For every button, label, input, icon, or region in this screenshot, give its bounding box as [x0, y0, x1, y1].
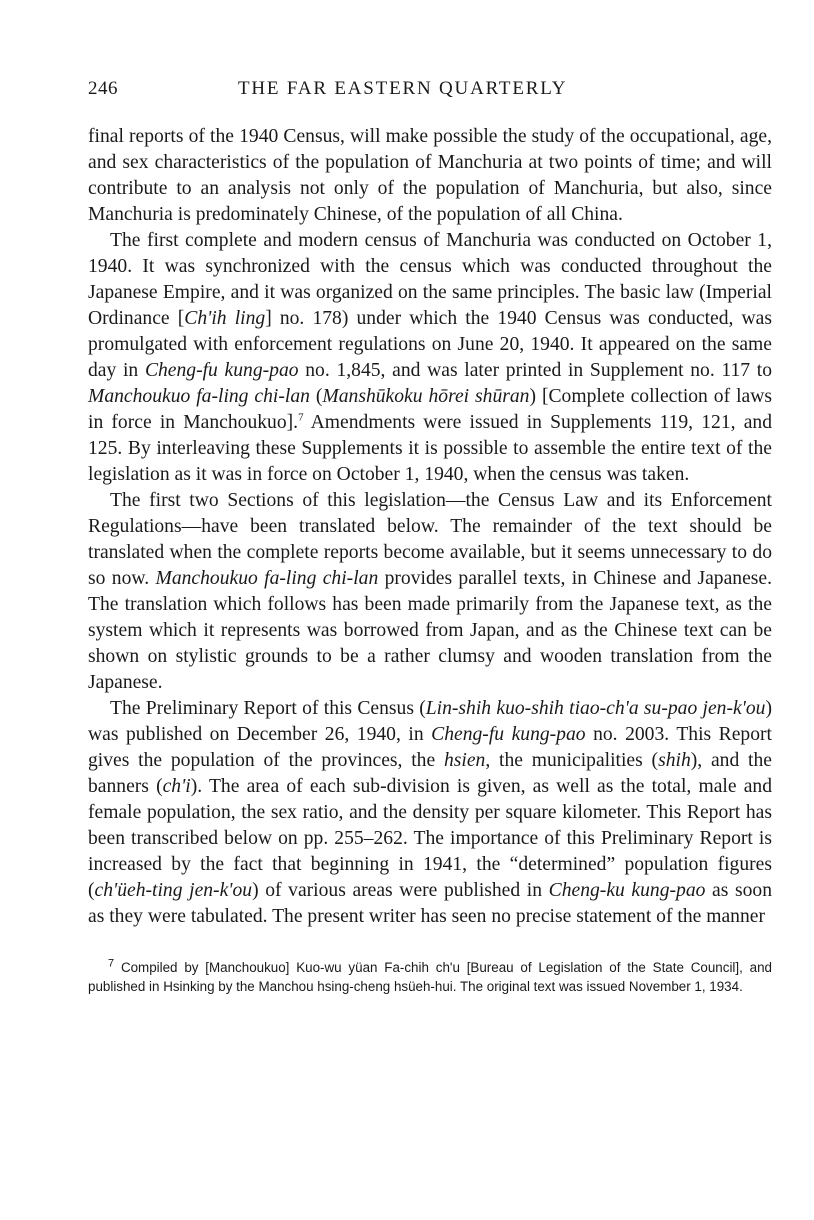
paragraph-4-run-11: ch'üeh-ting jen-k'ou: [94, 880, 253, 901]
paragraph-2-run-3: Cheng-fu kung-pao: [144, 360, 299, 381]
paragraph-4-run-12: ) of various areas were published in: [252, 880, 549, 901]
paragraph-2-run-8: ) [Complete collection of laws in force in Manchoukuo].: [88, 386, 772, 433]
paragraph-1: [88, 124, 772, 228]
paragraph-1-run-0: final reports of the 1940 Census, will make possible the study of the occupational, age, and sex characteristics of the population of Manchuria at two points of time; and will contribute to an analysis not only of the population of Manchuria, but also, since Manchuria is predominately Chinese, of the population of all China.: [88, 126, 772, 225]
paragraph-2-run-2: ] no. 178) under which the 1940 Census was conducted, was promulgated with enforcement regulations on June 20, 1940. It appeared on the same day in: [88, 308, 772, 381]
body-text: [88, 124, 772, 930]
paragraph-2: [88, 228, 772, 488]
footnotes: [88, 958, 772, 996]
paragraph-2-run-7: Manshūkoku hōrei shūran: [322, 386, 530, 407]
footnote-7-marker: 7: [108, 957, 115, 970]
footnote-ref-7: 7: [298, 411, 304, 424]
paragraph-4-run-13: Cheng-ku kung-pao: [548, 880, 706, 901]
paragraph-4-run-7: shih: [658, 750, 691, 771]
paragraph-3-run-0: The first two Sections of this legislation—the Census Law and its Enforcement Regulations—have been translated below. The remainder of the text should be translated when the complete reports become available, but it seems unnecessary to do so now.: [88, 490, 772, 589]
running-head: THE FAR EASTERN QUARTERLY: [238, 78, 568, 99]
paragraph-4-run-2: ) was published on December 26, 1940, in: [88, 698, 772, 745]
footnote-7: [88, 958, 772, 996]
footnote-7-text: Compiled by [Manchoukuo] Kuo-wu yüan Fa-chih ch'u [Bureau of Legislation of the State Council], and published in Hsinking by the Manchou hsing-cheng hsüeh-hui. The original text was issued November 1, 1934.: [88, 960, 772, 994]
paragraph-4-run-1: Lin-shih kuo-shih tiao-ch'a su-pao jen-k'ou: [425, 698, 766, 719]
paragraph-4-run-6: , the municipalities (: [485, 750, 659, 771]
paragraph-3-run-2: provides parallel texts, in Chinese and Japanese. The translation which follows has been made primarily from the Japanese text, as the system which it represents was borrowed from Japan, and as the Chinese text can be shown on stylistic grounds to be a rather clumsy and wooden translation from the Japanese.: [88, 568, 773, 693]
paragraph-4-run-9: ch'i: [162, 776, 191, 797]
page-header: [88, 78, 772, 108]
paragraph-4-run-5: hsien: [443, 750, 486, 771]
paragraph-2-run-4: no. 1,845, and was later printed in Supplement no. 117 to: [298, 360, 773, 381]
page-number: 246: [88, 78, 118, 99]
paragraph-4: [88, 696, 772, 930]
paragraph-4-run-0: The Preliminary Report of this Census (: [110, 698, 426, 719]
paragraph-2-run-0: The first complete and modern census of Manchuria was conducted on October 1, 1940. It was synchronized with the census which was conducted throughout the Japanese Empire, and it was organized on the same principles. The basic law (Imperial Ordinance [: [88, 230, 772, 329]
paragraph-3: [88, 488, 772, 696]
document-page: [88, 78, 772, 996]
paragraph-4-run-3: Cheng-fu kung-pao: [431, 724, 586, 745]
paragraph-2-run-5: Manchoukuo fa-ling chi-lan: [88, 386, 310, 407]
paragraph-2-run-10: Amendments were issued in Supplements 119, 121, and 125. By interleaving these Supplements it is possible to assemble the entire text of the legislation as it was in force on October 1, 1940, when the census was taken.: [88, 412, 772, 485]
paragraph-3-run-1: Manchoukuo fa-ling chi-lan: [155, 568, 379, 589]
paragraph-2-run-1: Ch'ih ling: [184, 308, 266, 329]
paragraph-4-run-10: ). The area of each sub-division is given, as well as the total, male and female population, the sex ratio, and the density per square kilometer. This Report has been transcribed below on pp. 255–262. The importance of this Preliminary Report is increased by the fact that beginning in 1941, the “determined” population figures (: [88, 776, 772, 901]
paragraph-4-run-8: ), and the banners (: [88, 750, 772, 797]
paragraph-2-run-6: (: [309, 386, 323, 407]
paragraph-4-run-14: as soon as they were tabulated. The present writer has seen no precise statement of the manner: [88, 880, 773, 927]
paragraph-4-run-4: no. 2003. This Report gives the population of the provinces, the: [88, 724, 772, 771]
